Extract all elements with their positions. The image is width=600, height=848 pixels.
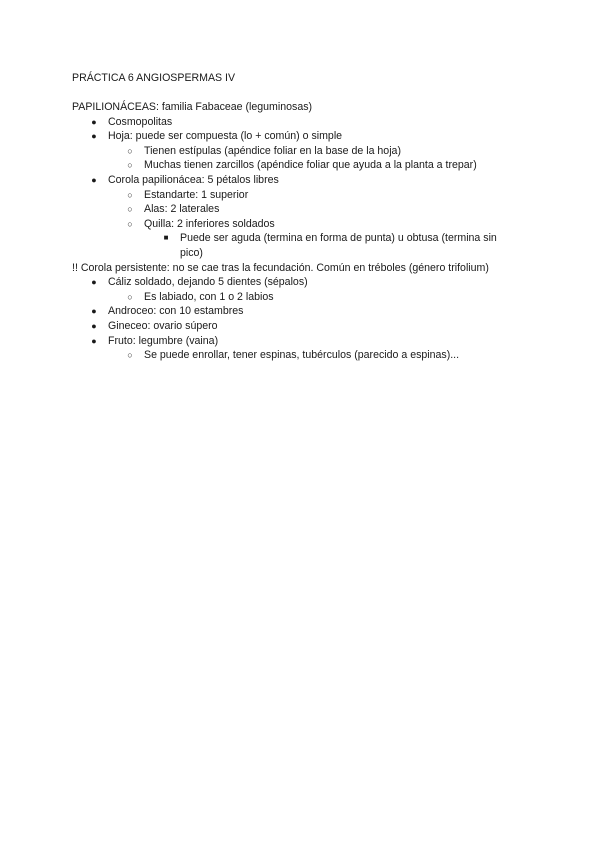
note-corola-persistente: !! Corola persistente: no se cae tras la fecundación. Común en tréboles (género trifolium): [72, 261, 489, 274]
list-item-corola-alas: [72, 202, 532, 217]
list-item-text: Fruto: legumbre (vaina): [108, 334, 219, 347]
list-item-hoja: [72, 129, 532, 144]
hollow-bullet-icon: ○: [127, 218, 133, 229]
hollow-bullet-icon: ○: [127, 145, 133, 156]
bullet-icon: ●: [91, 306, 97, 317]
hollow-bullet-icon: ○: [127, 189, 133, 200]
list-item-text: Corola papilionácea: 5 pétalos libres: [108, 173, 279, 186]
hollow-bullet-icon: ○: [127, 160, 133, 171]
list-item-text: Cosmopolitas: [108, 115, 173, 128]
list-item-quilla-detalle: [72, 231, 520, 260]
list-item-hoja-estipulas: [72, 144, 532, 159]
bullet-icon: ●: [91, 320, 97, 331]
list-item-text: Es labiado, con 1 o 2 labios: [144, 290, 274, 303]
list-item-corola-quilla: [72, 217, 532, 232]
list-item-text: Estandarte: 1 superior: [144, 188, 249, 201]
list-item-text: Cáliz soldado, dejando 5 dientes (sépalos): [108, 276, 308, 289]
list-item-gineceo: [72, 319, 532, 334]
list-item-text: Alas: 2 laterales: [144, 203, 220, 216]
list-item-caliz-labiado: [72, 290, 532, 305]
list-item-text: Androceo: con 10 estambres: [108, 305, 244, 318]
bullet-icon: ●: [91, 131, 97, 142]
square-bullet-icon: ■: [163, 233, 169, 243]
bullet-icon: ●: [91, 174, 97, 185]
list-item-text: Puede ser aguda (termina en forma de punta) u obtusa (termina sin pico): [180, 232, 497, 259]
hollow-bullet-icon: ○: [127, 204, 133, 215]
list-item-corola-estandarte: [72, 188, 532, 203]
hollow-bullet-icon: ○: [127, 350, 133, 361]
bullet-icon: ●: [91, 335, 97, 346]
document-body: [72, 100, 532, 363]
list-item-text: Muchas tienen zarcillos (apéndice foliar que ayuda a la planta a trepar): [144, 159, 477, 172]
document-title: PRÁCTICA 6 ANGIOSPERMAS IV: [72, 72, 236, 84]
list-item-androceo: [72, 304, 532, 319]
list-item-fruto-detalle: [72, 348, 532, 363]
section-heading: PAPILIONÁCEAS: familia Fabaceae (leguminosas): [72, 101, 313, 113]
list-item-text: Se puede enrollar, tener espinas, tubérculos (parecido a espinas)...: [144, 349, 460, 362]
list-item-fruto: [72, 334, 532, 349]
list-item-text: Tienen estípulas (apéndice foliar en la base de la hoja): [144, 144, 401, 157]
bullet-icon: ●: [91, 116, 97, 127]
bullet-icon: ●: [91, 277, 97, 288]
list-item-text: Quilla: 2 inferiores soldados: [144, 217, 275, 230]
list-item-text: Gineceo: ovario súpero: [108, 319, 218, 332]
list-item-cosmopolitas: [72, 115, 532, 130]
hollow-bullet-icon: ○: [127, 291, 133, 302]
list-item-corola: [72, 173, 532, 188]
list-item-hoja-zarcillos: [72, 158, 532, 173]
list-item-caliz: [72, 275, 532, 290]
list-item-text: Hoja: puede ser compuesta (lo + común) o simple: [108, 130, 343, 143]
